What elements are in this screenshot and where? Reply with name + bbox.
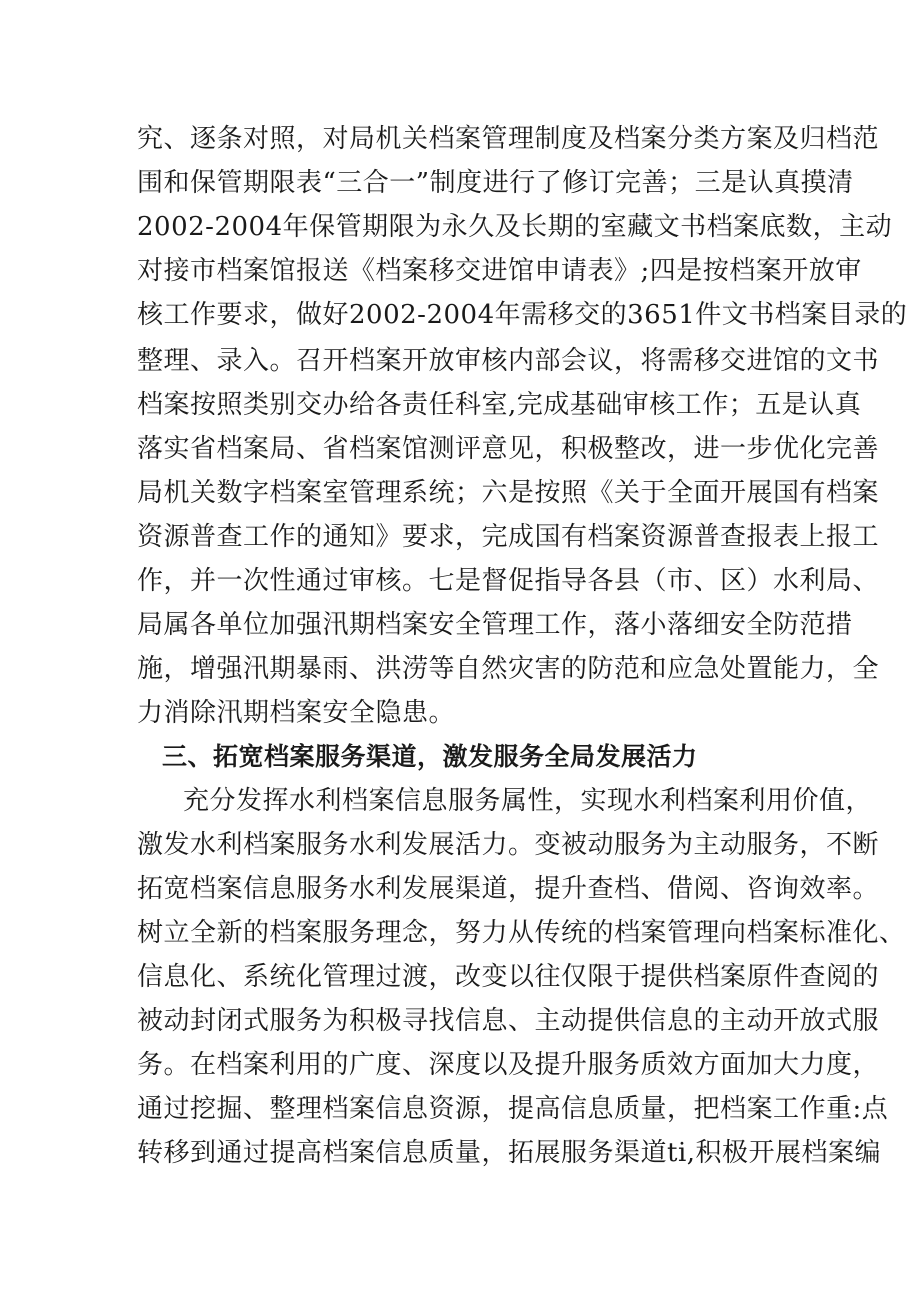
text-line: 信息化、系统化管理过渡，改变以往仅限于提供档案原件查阅的 [137,962,880,992]
text-line: 被动封闭式服务为积极寻找信息、主动提供信息的主动开放式服 [137,1006,880,1036]
text-line: 施，增强汛期暴雨、洪涝等自然灾害的防范和应急处置能力，全 [137,654,880,684]
text-line: 务。在档案利用的广度、深度以及提升服务质效方面加大力度， [137,1050,880,1080]
text-line: 树立全新的档案服务理念，努力从传统的档案管理向档案标准化、 [137,918,906,948]
text-line: 力消除汛期档案安全隐患。 [137,698,456,728]
section-heading: 三、拓宽档案服务渠道，激发服务全局发展活力 [162,742,698,771]
text-line: 充分发挥水利档案信息服务属性，实现水利档案利用价值， [183,786,873,816]
text-line: 档案按照类别交办给各责任科室,完成基础审核工作；五是认真 [137,390,862,420]
text-line: 2002-2004年保管期限为永久及长期的室藏文书档案底数，主动 [137,212,893,242]
text-line: 激发水利档案服务水利发展活力。变被动服务为主动服务，不断 [137,830,880,860]
text-line: 究、逐条对照，对局机关档案管理制度及档案分类方案及归档范 [137,124,880,154]
text-line: 局属各单位加强汛期档案安全管理工作，落小落细安全防范措 [137,610,853,640]
text-line: 核工作要求，做好2002-2004年需移交的3651件文书档案目录的 [137,300,908,330]
text-line: 局机关数字档案室管理系统；六是按照《关于全面开展国有档案 [137,478,880,508]
text-line: 整理、录入。召开档案开放审核内部会议，将需移交进馆的文书 [137,346,880,376]
text-line: 对接市档案馆报送《档案移交进馆申请表》;四是按档案开放审 [137,256,862,286]
text-line: 资源普查工作的通知》要求，完成国有档案资源普查报表上报工 [137,522,880,552]
text-line: 转移到通过提高档案信息质量，拓展服务渠道ti,积极开展档案编 [137,1138,882,1168]
text-line: 围和保管期限表“三合一”制度进行了修订完善；三是认真摸清 [137,168,854,198]
text-line: 落实省档案局、省档案馆测评意见，积极整改，进一步优化完善 [137,434,880,464]
text-line: 通过挖掘、整理档案信息资源，提高信息质量，把档案工作重:点 [137,1094,889,1124]
text-line: 作，并一次性通过审核。七是督促指导各县（市、区）水利局、 [137,566,880,596]
text-line: 拓宽档案信息服务水利发展渠道，提升查档、借阅、咨询效率。 [137,874,880,904]
